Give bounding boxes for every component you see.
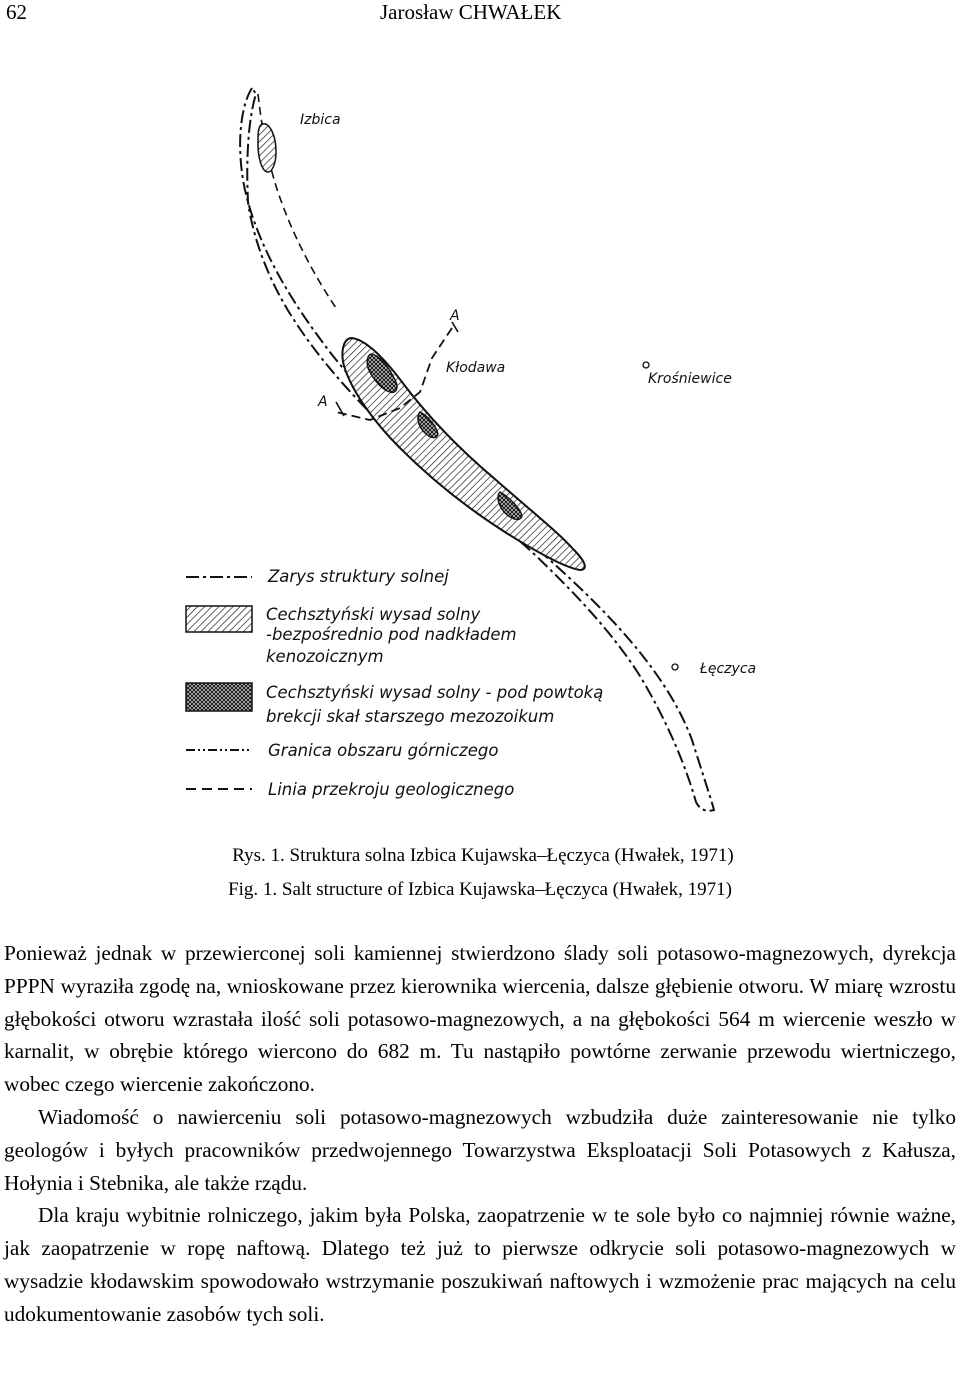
label-krosniewice: Krośniewice — [648, 371, 732, 387]
legend-direct-line3: kenozoicznym — [266, 647, 384, 666]
label-section-a-left: A — [318, 394, 328, 410]
legend-covered-symbol — [186, 683, 252, 711]
legend-outline-text: Zarys struktury solnej — [268, 567, 449, 586]
legend-direct-line2: -bezpośrednio pod nadkładem — [266, 625, 517, 644]
izbica-salt-body — [258, 124, 276, 172]
label-klodawa: Kłodawa — [446, 360, 506, 376]
structure-outline — [240, 88, 714, 811]
legend-section-line-text: Linia przekroju geologicznego — [268, 780, 515, 799]
legend-direct-line1: Cechsztyński wysad solny — [266, 605, 481, 624]
running-head — [0, 0, 960, 28]
figure-caption-polish: Rys. 1. Struktura solna Izbica Kujawska–Łęczyca (Hwałek, 1971) — [232, 845, 734, 866]
paragraph-1: Ponieważ jednak w przewierconej soli kamiennej stwierdzono ślady soli potasowo-magnezowych, dyrekcja PPPN wyraziła zgodę na, wnioskowane przez kierownika wiercenia, dalsze głębienie otworu. W miarę wzrostu głębokości otworu wzrastała ilość soli potasowo-magnezowych, a na głębokości 564 m wiercenie weszło w karnalit, w obrębie którego wiercono do 682 m. Tu nastąpiło powtórne zerwanie przewodu wiertniczego, wobec czego wiercenie zakończono. — [4, 941, 956, 1097]
label-leczyca: Łęczyca — [700, 661, 757, 677]
legend-covered-line2: brekcji skał starszego mezozoikum — [266, 707, 555, 726]
page-number: 62 — [6, 0, 27, 24]
running-author: Jarosław CHWAŁEK — [380, 0, 562, 24]
leczyca-marker — [672, 664, 678, 670]
legend — [186, 567, 603, 799]
legend-direct-symbol — [186, 606, 252, 632]
figure-caption-english: Fig. 1. Salt structure of Izbica Kujawska–Łęczyca (Hwałek, 1971) — [228, 879, 732, 900]
section-tick-left — [336, 402, 344, 416]
krosniewice-marker — [643, 362, 649, 368]
label-izbica: Izbica — [300, 112, 341, 128]
body-text — [4, 937, 956, 1331]
map-drawing — [0, 40, 960, 840]
legend-covered-line1: Cechsztyński wysad solny - pod powtoką — [266, 683, 604, 702]
figure-salt-structure-map — [0, 40, 960, 840]
label-section-a-top: A — [450, 308, 460, 324]
paragraph-2: Wiadomość o nawierceniu soli potasowo-magnezowych wzbudziła duże zainteresowanie nie tylko geologów i byłych pracowników przedwojennego Towarzystwa Eksploatacji Soli Potasowych z Kałusza, Hołynia i Stebnika, ale także rządu. — [4, 1104, 956, 1195]
paragraph-3: Dla kraju wybitnie rolniczego, jakim była Polska, zaopatrzenie w te sole było co najmniej równie ważne, jak zaopatrzenie w ropę naftową. Dlatego też już to pierwsze odkrycie soli potasowo-magnezowych w wysadzie kłodawskim spowodowało wstrzymanie poszukiwań naftowych i wzmożenie prac mających na celu udokumentowanie zasobów tych soli. — [4, 1203, 956, 1326]
legend-mining-boundary-text: Granica obszaru górniczego — [268, 741, 499, 760]
